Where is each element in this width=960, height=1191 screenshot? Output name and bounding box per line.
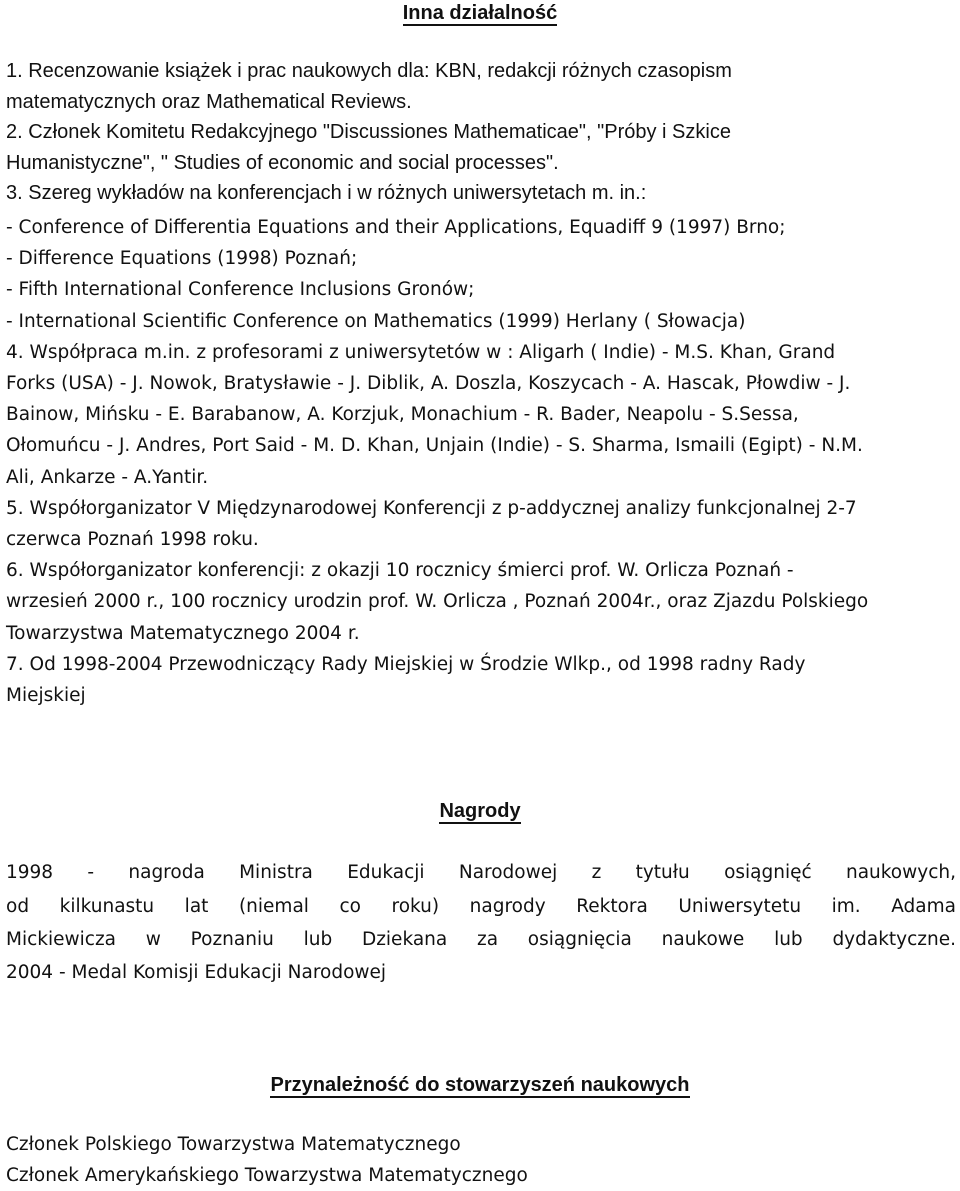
section-heading-memberships [0, 1071, 960, 1099]
section-heading-other-activity-text: Inna działalność [402, 2, 558, 24]
text-line: od kilkunastu lat (niemal co roku) nagrody Rektora Uniwersytetu im. Adama [6, 896, 956, 917]
text-line: Ołomuńcu - J. Andres, Port Said - M. D. Khan, Unjain (Indie) - S. Sharma, Ismaili (Egipt) - N.M. [6, 435, 863, 457]
section-heading-memberships-text: Przynależność do stowarzyszeń naukowych [270, 1074, 690, 1096]
text-line: 6. Współorganizator konferencji: z okazji 10 rocznicy śmierci prof. W. Orlicza Poznań - [6, 560, 794, 582]
awards-paragraph [6, 855, 956, 989]
text-line: 1. Recenzowanie książek i prac naukowych dla: KBN, redakcji różnych czasopism [6, 60, 732, 82]
text-line: 2004 - Medal Komisji Edukacji Narodowej [6, 962, 387, 983]
text-line: Ali, Ankarze - A.Yantir. [6, 466, 209, 488]
text-line: Humanistyczne", " Studies of economic and social processes". [6, 151, 559, 174]
text-line: 7. Od 1998-2004 Przewodniczący Rady Miejskiej w Środzie Wlkp., od 1998 radny Rady [6, 653, 806, 675]
text-line: Bainow, Mińsku - E. Barabanow, A. Korzjuk, Monachium - R. Bader, Neapolu - S.Sessa, [6, 404, 799, 426]
text-line: - International Scientific Conference on Mathematics (1999) Herlany ( Słowacja) [6, 310, 746, 332]
text-line: Towarzystwa Matematycznego 2004 r. [6, 622, 360, 644]
text-line: 5. Współorganizator V Międzynarodowej Konferencji z p-addycznej analizy funkcjonalnej 2-7 [6, 497, 857, 519]
text-line: - Fifth International Conference Inclusions Gronów; [6, 279, 475, 301]
text-line: wrzesień 2000 r., 100 rocznicy urodzin prof. W. Orlicza , Poznań 2004r., oraz Zjazdu Polskiego [6, 591, 869, 613]
text-line: matematycznych oraz Mathematical Reviews. [6, 90, 412, 113]
other-activity-intro [6, 56, 956, 209]
text-line: Miejskiej [6, 685, 86, 707]
text-line: - Conference of Differentia Equations and their Applications, Equadiff 9 (1997) Brno; [6, 217, 786, 238]
memberships-list [6, 1129, 956, 1191]
text-line: 1998 - nagroda Ministra Edukacji Narodowej z tytułu osiągnięć naukowych, [6, 862, 956, 883]
text-line: 2. Członek Komitetu Redakcyjnego "Discussiones Mathematicae", "Próby i Szkice [6, 121, 731, 144]
text-line: 3. Szereg wykładów na konferencjach i w różnych uniwersytetach m. in.: [6, 182, 647, 205]
section-heading-awards [0, 797, 960, 825]
text-line: Członek Amerykańskiego Towarzystwa Matematycznego [6, 1165, 528, 1186]
other-activity-details [6, 212, 956, 711]
text-line: Forks (USA) - J. Nowok, Bratysławie - J. Diblik, A. Doszla, Koszycach - A. Hascak, Płowdiw - J. [6, 373, 851, 395]
text-line: 4. Współpraca m.in. z profesorami z uniwersytetów w : Aligarh ( Indie) - M.S. Khan, Grand [6, 341, 836, 363]
text-line: - Difference Equations (1998) Poznań; [6, 248, 358, 270]
text-line: Mickiewicza w Poznaniu lub Dziekana za osiągnięcia naukowe lub dydaktyczne. [6, 929, 956, 950]
section-heading-other-activity [0, 0, 960, 27]
text-line: Członek Polskiego Towarzystwa Matematycznego [6, 1134, 461, 1155]
section-heading-awards-text: Nagrody [439, 800, 521, 822]
text-line: czerwca Poznań 1998 roku. [6, 529, 259, 551]
